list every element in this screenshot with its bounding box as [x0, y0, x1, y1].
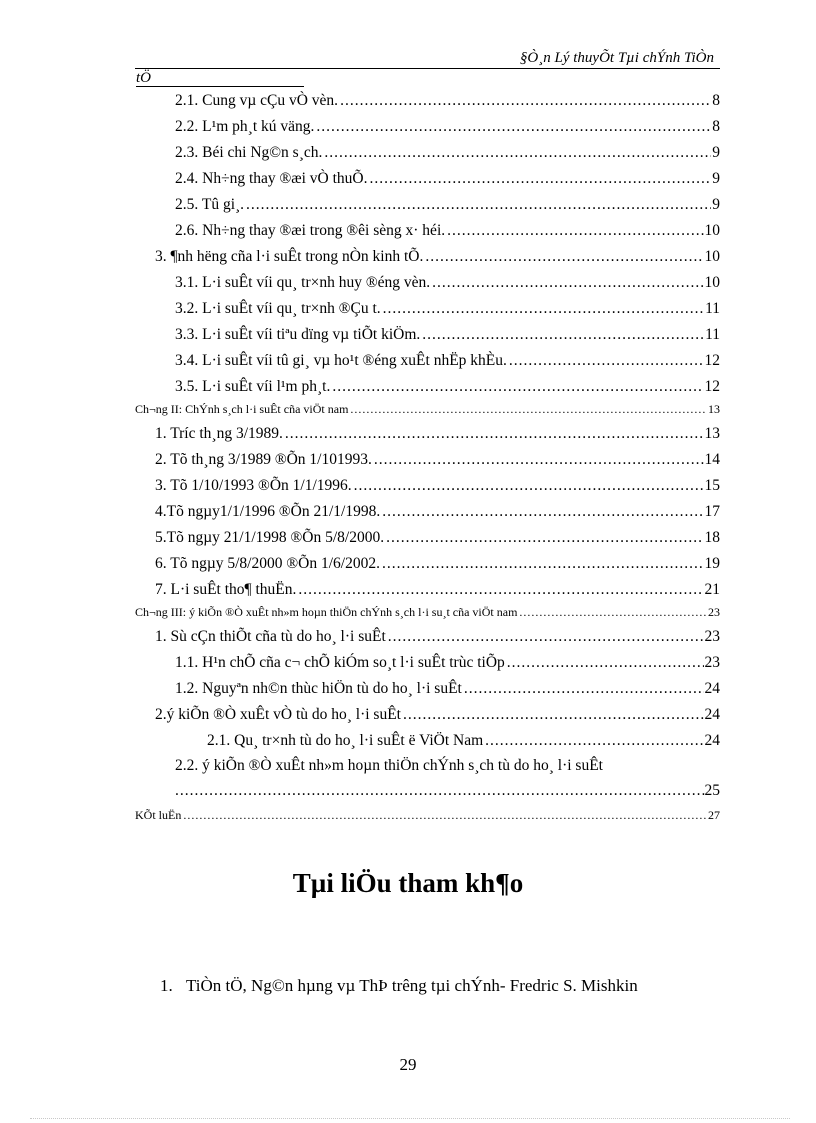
toc-entry-text: 6. Tõ ngµy 5/8/2000 ®Õn 1/6/2002. — [155, 555, 380, 572]
toc-entry-text: 2.1. Cung vµ cÇu vÒ vèn. — [175, 92, 339, 109]
dot-leader — [354, 477, 704, 495]
toc-entry-text: 3. Tõ 1/10/1993 ®Õn 1/1/1996. — [155, 477, 352, 494]
toc-entry-text: 3.3. L·i suÊt víi tiªu dïng vµ tiÕt kiÖm. — [175, 326, 421, 343]
dot-leader — [422, 326, 704, 344]
dot-leader — [175, 780, 705, 802]
toc-entry — [175, 118, 720, 136]
toc-entry-text: 2.6. Nh÷ng thay ®æi trong ®êi sèng x· héi. — [175, 222, 446, 239]
page-number: 29 — [399, 1055, 417, 1074]
dot-leader — [447, 222, 703, 240]
toc-entry — [175, 300, 720, 318]
toc-entry-text: 2.4. Nh÷ng thay ®æi vÒ thuÕ. — [175, 170, 368, 187]
toc-entry-page: 17 — [704, 503, 720, 520]
page-bottom-border — [30, 1118, 790, 1119]
toc-entry-page: 27 — [708, 808, 720, 822]
toc-entry-text: 1.2. Nguyªn nh©n thùc hiÖn tù do ho¸ l·i suÊt — [175, 680, 462, 697]
toc-entry — [175, 352, 720, 370]
toc-entry-text: 3.2. L·i suÊt víi qu¸ tr×nh ®Çu t. — [175, 300, 381, 317]
toc-entry-page: 19 — [704, 555, 720, 572]
references-heading: Tµi liÖu tham kh¶o — [292, 868, 524, 898]
toc-entry-page: 12 — [704, 352, 720, 369]
toc-entry-page: 21 — [704, 581, 720, 598]
toc-entry-page: 9 — [712, 196, 720, 213]
running-header-title: §Ò¸n Lý thuyÕt Tµi chÝnh TiÒn — [519, 50, 714, 66]
dot-leader — [388, 628, 704, 646]
toc-entry-text: Ch¬ng II: ChÝnh s¸ch l·i suÊt cña viÖt nam — [135, 402, 349, 416]
toc-entry-text: 2.5. Tû gi¸. — [175, 196, 245, 213]
toc-entry — [155, 706, 720, 724]
dot-leader — [298, 581, 703, 599]
toc-entry-page: 10 — [704, 222, 720, 239]
toc-entry-page: 24 — [704, 706, 720, 723]
toc-entry-page: 9 — [712, 170, 720, 187]
reference-item — [160, 976, 638, 996]
toc-entry-page: 11 — [705, 300, 720, 317]
toc-entry — [175, 378, 720, 396]
toc-entry-page: 23 — [704, 654, 720, 671]
toc-entry-text: 1.1. H¹n chÕ cña c¬ chÕ kiÓm so¸t l·i suÊt trùc tiÕp — [175, 654, 505, 671]
reference-text: TiÒn tÖ, Ng©n hµng vµ ThÞ trêng tµi chÝnh- Fredric S. Mishkin — [186, 976, 638, 995]
toc-entry — [175, 170, 720, 188]
toc-entry — [155, 477, 720, 495]
toc-entry — [155, 248, 720, 266]
toc-entry-page: 10 — [704, 248, 720, 265]
toc-chapter — [135, 808, 720, 823]
toc-entry-page: 13 — [708, 402, 720, 416]
toc-entry — [155, 451, 720, 469]
toc-entry — [155, 425, 720, 443]
running-header-continuation: tÖ — [136, 70, 304, 87]
toc-entry-page: 8 — [712, 92, 720, 109]
toc-entry-text: 2.ý kiÕn ®Ò xuÊt vÒ tù do ho¸ l·i suÊt — [155, 706, 401, 723]
toc-entry-page: 8 — [712, 118, 720, 135]
dot-leader — [316, 118, 711, 136]
toc-entry-page: 13 — [704, 425, 720, 442]
toc-entry-page: 23 — [704, 628, 720, 645]
toc-entry — [175, 196, 720, 214]
dot-leader — [383, 300, 704, 318]
toc-chapter — [135, 402, 720, 417]
toc-entry-page: 24 — [704, 732, 720, 749]
toc-entry-text: 4.Tõ ngµy1/1/1996 ®Õn 21/1/1998. — [155, 503, 381, 520]
toc-entry-text: 2.2. L¹m ph¸t kú väng. — [175, 118, 315, 135]
dot-leader — [324, 144, 711, 162]
toc-entry — [175, 274, 720, 292]
dot-leader — [183, 808, 707, 823]
toc-entry-page: 10 — [704, 274, 720, 291]
toc-entry-wrapped — [175, 755, 720, 802]
toc-entry-text: 2. Tõ th¸ng 3/1989 ®Õn 1/101993. — [155, 451, 372, 468]
dot-leader — [340, 92, 711, 110]
dot-leader — [370, 170, 712, 188]
dot-leader — [507, 654, 704, 672]
toc-entry — [155, 581, 720, 599]
toc-entry-text: 7. L·i suÊt tho¶ thuËn. — [155, 581, 297, 598]
toc-entry-page: 23 — [708, 605, 720, 619]
toc-entry — [175, 654, 720, 672]
reference-number: 1. — [160, 976, 173, 995]
toc-entry-page: 24 — [704, 680, 720, 697]
dot-leader — [246, 196, 711, 214]
toc-entry — [155, 555, 720, 573]
dot-leader — [509, 352, 704, 370]
dot-leader — [464, 680, 704, 698]
toc-entry — [175, 144, 720, 162]
toc-entry — [175, 680, 720, 698]
toc-entry-page: 12 — [704, 378, 720, 395]
toc-entry — [155, 628, 720, 646]
toc-entry-text: Ch¬ng III: ý kiÕn ®Ò xuÊt nh»m hoµn thiÖn chÝnh s¸ch l·i su¸t cña viÖt nam — [135, 605, 518, 619]
toc-entry — [155, 503, 720, 521]
toc-entry-text: 2.2. ý kiÕn ®Ò xuÊt nh»m hoµn thiÖn chÝnh s¸ch tù do ho¸ l·i suÊt — [175, 757, 603, 774]
dot-leader — [403, 706, 704, 724]
toc-entry-text: 5.Tõ ngµy 21/1/1998 ®Õn 5/8/2000. — [155, 529, 385, 546]
toc-entry-text: 2.1. Qu¸ tr×nh tù do ho¸ l·i suÊt ë ViÖt Nam — [207, 732, 484, 749]
dot-leader — [382, 555, 704, 573]
toc-entry-text: 1. Sù cÇn thiÕt cña tù do ho¸ l·i suÊt — [155, 628, 386, 645]
toc-entry-page: 18 — [704, 529, 720, 546]
toc-entry-text: 3.1. L·i suÊt víi qu¸ tr×nh huy ®éng vèn. — [175, 274, 431, 291]
dot-leader — [425, 248, 703, 266]
toc-entry-page: 11 — [705, 326, 720, 343]
dot-leader — [382, 503, 703, 521]
dot-leader — [519, 605, 707, 620]
toc-entry-page: 15 — [704, 477, 720, 494]
toc-entry — [175, 222, 720, 240]
toc-entry — [207, 732, 720, 750]
toc-entry-text: 3. ¶nh hëng cña l·i suÊt trong nÒn kinh tÕ. — [155, 248, 424, 265]
dot-leader — [374, 451, 704, 469]
dot-leader — [350, 402, 707, 417]
toc-entry-page: 9 — [712, 144, 720, 161]
toc-entry-page: 14 — [704, 451, 720, 468]
toc-entry-text: 1. Tríc th¸ng 3/1989. — [155, 425, 283, 442]
dot-leader — [332, 378, 703, 396]
toc-entry-text: 3.5. L·i suÊt víi l¹m ph¸t. — [175, 378, 331, 395]
toc-entry-text: 2.3. Béi chi Ng©n s¸ch. — [175, 144, 323, 161]
toc-entry-text: 3.4. L·i suÊt víi tû gi¸ vµ ho¹t ®éng xuÊt nhËp khÈu. — [175, 352, 507, 369]
dot-leader — [386, 529, 703, 547]
toc-entry-text: KÕt luËn — [135, 808, 182, 822]
toc-entry — [175, 92, 720, 110]
toc-chapter — [135, 605, 720, 620]
dot-leader — [285, 425, 704, 443]
header-rule — [135, 68, 720, 69]
toc-entry — [175, 326, 720, 344]
toc-entry-page: 25 — [704, 782, 720, 799]
dot-leader — [432, 274, 703, 292]
dot-leader — [485, 732, 703, 750]
toc-entry — [155, 529, 720, 547]
